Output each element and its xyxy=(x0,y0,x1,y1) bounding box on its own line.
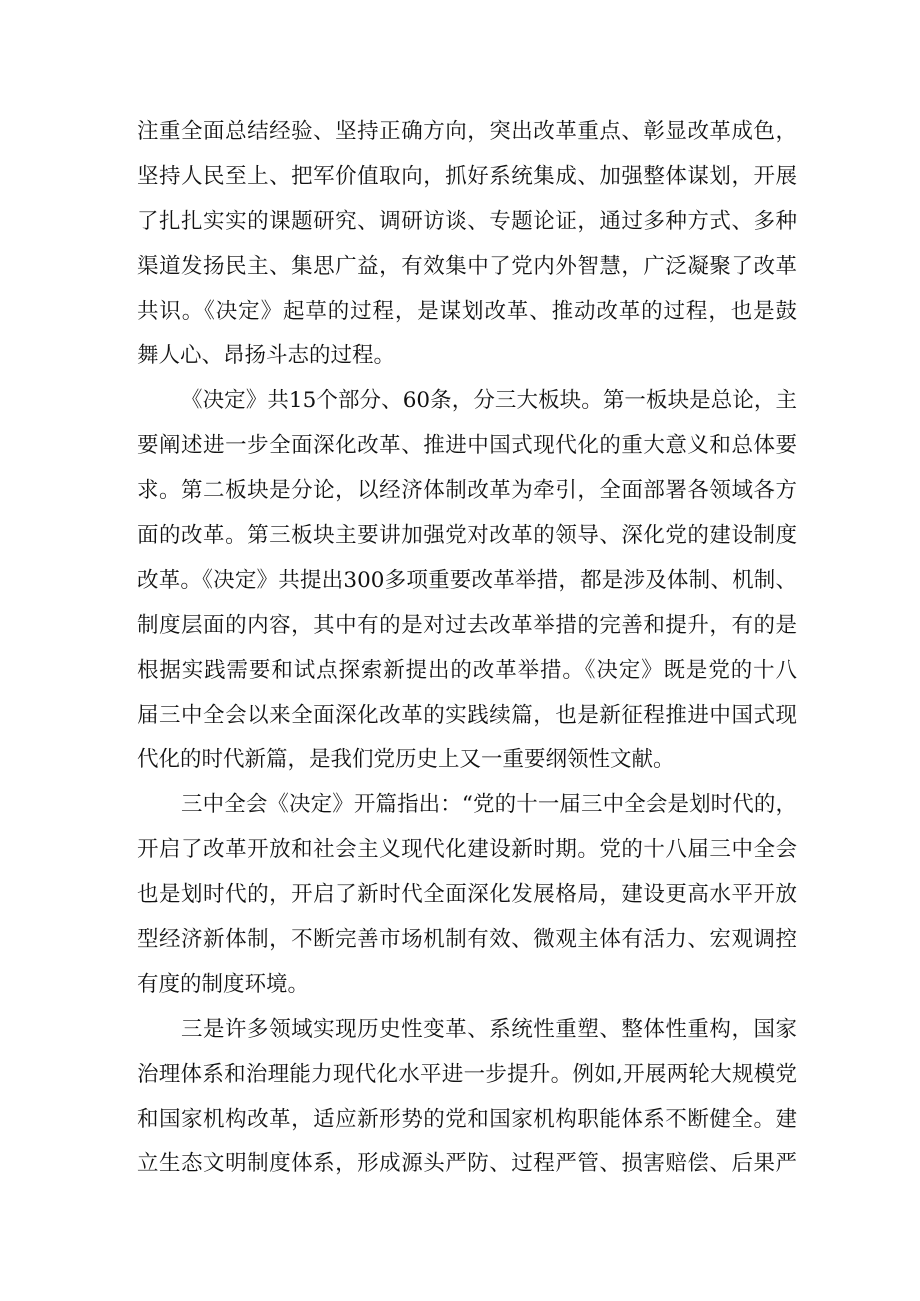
text-line: 和国家机构改革，适应新形势的党和国家机构职能体系不断健全。建 xyxy=(137,1106,797,1132)
text-line: 开启了改革开放和社会主义现代化建设新时期。党的十八届三中全会 xyxy=(137,837,797,863)
body-text xyxy=(137,110,797,1187)
text-line: 共识。《决定》起草的过程，是谋划改革、推动改革的过程，也是鼓 xyxy=(137,298,797,324)
paragraph-3 xyxy=(137,783,797,1007)
text-line: 三中全会《决定》开篇指出：“党的十一届三中全会是划时代的， xyxy=(181,792,797,818)
text-line: 求。第二板块是分论，以经济体制改革为牵引，全面部署各领域各方 xyxy=(137,478,797,504)
text-line: 根据实践需要和试点探索新提出的改革举措。《决定》既是党的十八 xyxy=(137,657,797,683)
text-line: 改革。《决定》共提出300多项重要改革举措，都是涉及体制、机制、 xyxy=(137,567,797,593)
paragraph-1 xyxy=(137,110,797,379)
text-line: 也是划时代的，开启了新时代全面深化发展格局，建设更高水平开放 xyxy=(137,882,797,908)
text-line: 制度层面的内容，其中有的是对过去改革举措的完善和提升，有的是 xyxy=(137,612,797,638)
text-line: 三是许多领域实现历史性变革、系统性重塑、整体性重构，国家 xyxy=(181,1016,797,1042)
text-line: 坚持人民至上、把军价值取向，抓好系统集成、加强整体谋划，开展 xyxy=(137,163,797,189)
text-line: 型经济新体制，不断完善市场机制有效、微观主体有活力、宏观调控 xyxy=(137,927,797,953)
text-line: 渠道发扬民主、集思广益，有效集中了党内外智慧，广泛凝聚了改革 xyxy=(137,253,797,279)
text-line: 治理体系和治理能力现代化水平进一步提升。例如,开展两轮大规模党 xyxy=(137,1061,797,1087)
text-line: 舞人心、昂扬斗志的过程。 xyxy=(137,343,396,369)
text-line: 要阐述进一步全面深化改革、推进中国式现代化的重大意义和总体要 xyxy=(137,433,797,459)
text-line: 面的改革。第三板块主要讲加强党对改革的领导、深化党的建设制度 xyxy=(137,523,797,549)
text-line: 有度的制度环境。 xyxy=(137,971,310,997)
text-line: 了扎扎实实的课题研究、调研访谈、专题论证，通过多种方式、多种 xyxy=(137,208,797,234)
text-line: 届三中全会以来全面深化改革的实践续篇，也是新征程推进中国式现 xyxy=(137,702,797,728)
text-line: 注重全面总结经验、坚持正确方向，突出改革重点、彰显改革成色， xyxy=(137,119,797,144)
paragraph-2 xyxy=(137,379,797,783)
text-line: 立生态文明制度体系，形成源头严防、过程严管、损害赔偿、后果严 xyxy=(137,1151,797,1177)
text-line: 代化的时代新篇，是我们党历史上又一重要纲领性文献。 xyxy=(137,747,675,773)
paragraph-4 xyxy=(137,1008,797,1188)
text-line: 《决定》共15个部分、60条，分三大板块。第一板块是总论，主 xyxy=(181,388,797,414)
